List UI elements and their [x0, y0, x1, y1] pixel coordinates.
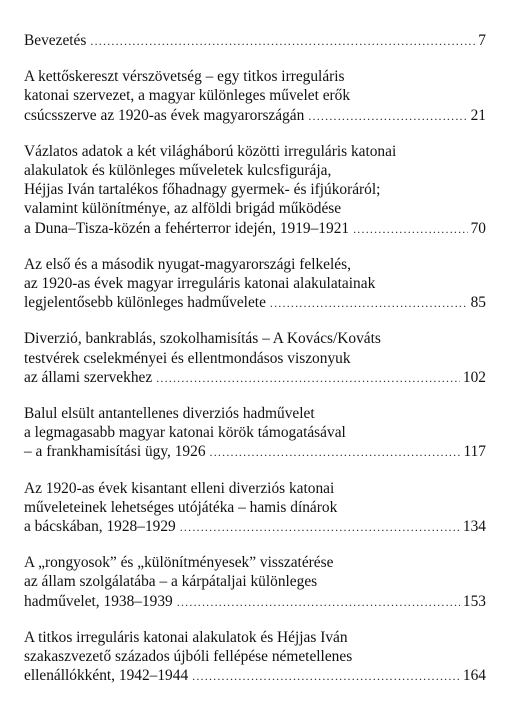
toc-entry-ellenallok — [24, 628, 486, 687]
toc-entry-last-line — [24, 293, 486, 313]
toc-entry-last-line — [24, 219, 486, 239]
toc-entry-line: a legmagasabb magyar katonai körök támogatásával — [24, 424, 346, 442]
toc-entry-last-line — [24, 106, 486, 126]
toc-entry-line: A kettőskereszt vérszövetség – egy titkos irreguláris — [24, 68, 345, 86]
toc-entry-hejjas — [24, 142, 486, 239]
dot-leader — [210, 443, 461, 462]
toc-entry-felkeles — [24, 255, 486, 314]
toc-entry-last-line — [24, 31, 486, 51]
dot-leader — [156, 369, 460, 388]
toc-entry-last-line — [24, 442, 486, 462]
toc-entry-line: Héjjas Iván tartalékos főhadnagy gyermek- és ifjúkoráról; — [24, 181, 381, 199]
toc-entry-line: műveleteinek lehetséges utójátéka – hamis dínárok — [24, 498, 338, 516]
toc-entry-title: a Duna–Tisza-közén a fehérterror idején, 1919–1921 — [24, 219, 350, 237]
toc-page-number: 21 — [470, 106, 486, 124]
dot-leader — [270, 294, 468, 313]
toc-entry-last-line — [24, 368, 486, 388]
toc-entry-line: katonai szervezet, a magyar különleges művelet erők — [24, 87, 351, 105]
toc-entry-title: Bevezetés — [24, 32, 87, 49]
toc-page-number: 134 — [462, 518, 486, 536]
toc-entry-line: szakaszvezető százados újbóli fellépése németellenes — [24, 648, 353, 666]
toc-entry-last-line — [24, 517, 486, 537]
toc-page-number: 102 — [462, 368, 486, 386]
toc-page-number: 164 — [462, 667, 486, 685]
toc-page-number: 153 — [462, 592, 486, 610]
toc-page-number: 7 — [478, 32, 486, 49]
dot-leader — [192, 667, 460, 686]
dot-leader — [177, 593, 460, 612]
dot-leader — [353, 220, 468, 239]
toc-entry-title: legjelentősebb különleges hadművelete — [24, 294, 266, 312]
toc-entry-line: Az első és a második nyugat-magyarországi felkelés, — [24, 255, 351, 273]
toc-entry-line: valamint különítménye, az alföldi brigád működése — [24, 200, 342, 218]
toc-entry-line: Vázlatos adatok a két világháború közötti irreguláris katonai — [24, 142, 397, 160]
toc-entry-last-line — [24, 592, 486, 612]
toc-entry-line: Az 1920-as évek kisantant elleni diverziós katonai — [24, 479, 335, 497]
dot-leader — [308, 107, 467, 126]
toc-entry-title: hadművelet, 1938–1939 — [24, 592, 173, 610]
dot-leader — [180, 518, 460, 537]
toc-entry-line: testvérek cselekményei és ellentmondásos viszonyuk — [24, 349, 351, 367]
toc-entry-bevezetes — [24, 31, 486, 51]
toc-entry-title: az állami szervekhez — [24, 368, 153, 386]
toc-entry-title: ellenállókként, 1942–1944 — [24, 667, 189, 685]
toc-entry-last-line — [24, 666, 486, 686]
toc-entry-diverzio — [24, 329, 486, 388]
toc-entry-ketteskereszt — [24, 67, 486, 126]
toc-entry-line: A titkos irreguláris katonai alakulatok és Héjjas Iván — [24, 628, 348, 646]
toc-entry-line: Balul elsült antantellenes diverziós hadművelet — [24, 405, 315, 423]
dot-leader — [90, 32, 475, 51]
toc-entry-line: Diverzió, bankrablás, szokolhamisítás – A Kovács/Kováts — [24, 330, 381, 348]
toc-entry-line: az 1920-as évek magyar irreguláris katonai alakulatainak — [24, 275, 376, 293]
toc-entry-frankhamisitas — [24, 404, 486, 463]
toc-entry-title: a bácskában, 1928–1929 — [24, 518, 176, 536]
toc-entry-rongyosok — [24, 553, 486, 612]
toc-entry-line: az állam szolgálatába – a kárpátaljai különleges — [24, 573, 318, 591]
toc-entry-title: csúcsszerve az 1920-as évek magyarországán — [24, 106, 305, 124]
toc-entry-line: alakulatok és különleges műveletek kulcsfigurája, — [24, 162, 332, 180]
toc-entry-line: A „rongyosok” és „különítményesek” visszatérése — [24, 554, 334, 572]
toc-page-number: 117 — [463, 443, 486, 461]
toc-entry-dinarok — [24, 479, 486, 538]
toc-page-number: 85 — [470, 294, 486, 312]
table-of-contents — [24, 31, 486, 702]
toc-page-number: 70 — [470, 219, 486, 237]
toc-entry-title: – a frankhamisítási ügy, 1926 — [24, 443, 206, 461]
